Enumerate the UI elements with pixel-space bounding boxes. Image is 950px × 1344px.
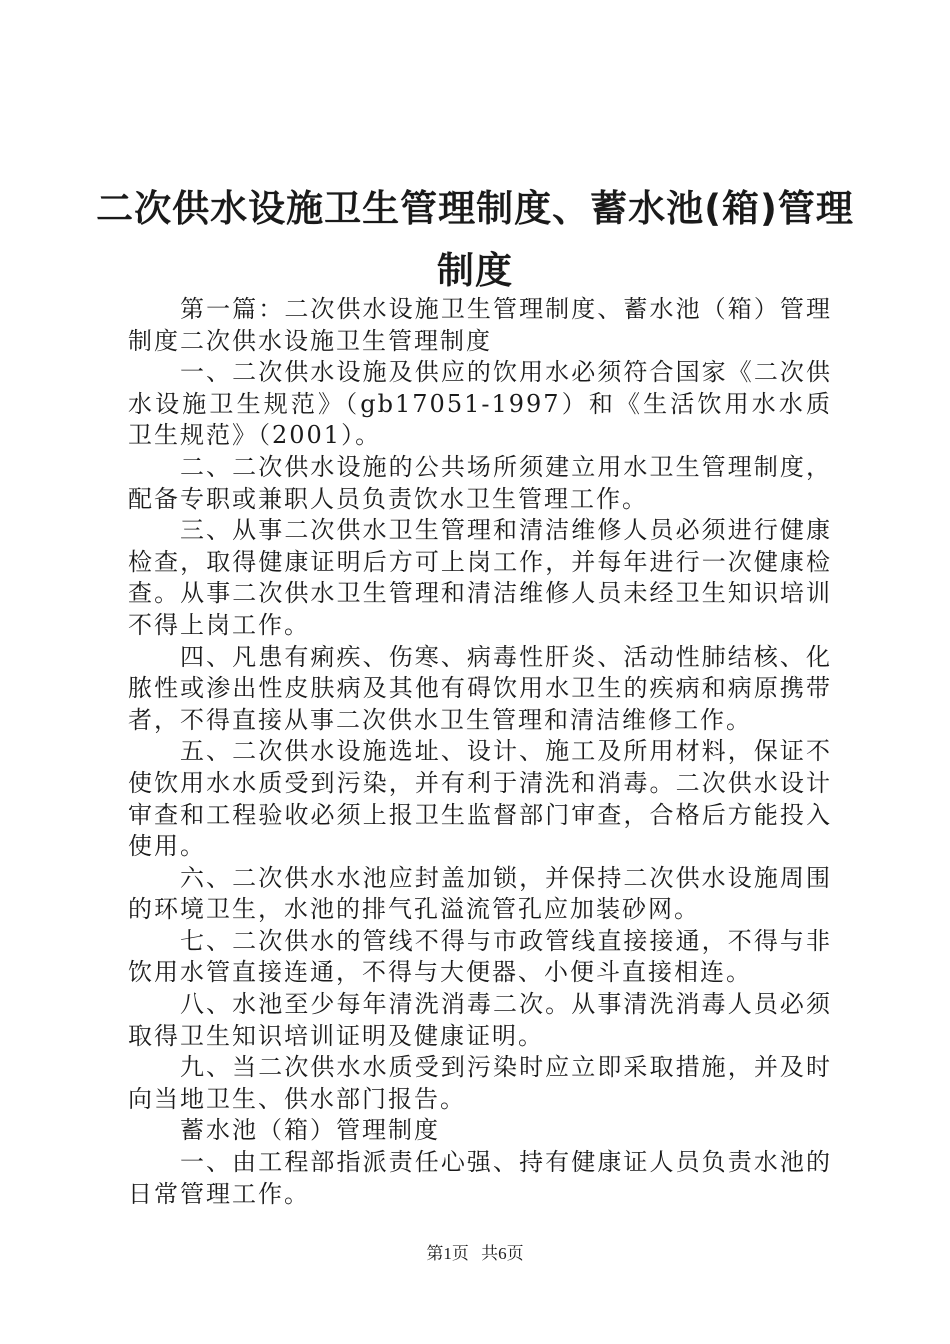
document-body [128,294,832,1210]
paragraph: 五、二次供水设施选址、设计、施工及所用材料，保证不使饮用水水质受到污染，并有利于清洗和消毒。二次供水设计审查和工程验收必须上报卫生监督部门审查，合格后方能投入使用。 [128,737,832,861]
paragraph: 第一篇：二次供水设施卫生管理制度、蓄水池（箱）管理制度二次供水设施卫生管理制度 [128,295,832,355]
paragraph: 四、凡患有痢疾、伤寒、病毒性肝炎、活动性肺结核、化脓性或渗出性皮肤病及其他有碍饮用水卫生的疾病和病原携带者，不得直接从事二次供水卫生管理和清洁维修工作。 [128,642,832,734]
page-footer [0,1243,950,1265]
paragraph: 八、水池至少每年清洗消毒二次。从事清洗消毒人员必须取得卫生知识培训证明及健康证明。 [128,990,832,1050]
paragraph: 二、二次供水设施的公共场所须建立用水卫生管理制度，配备专职或兼职人员负责饮水卫生管理工作。 [128,452,832,513]
paragraph: 九、当二次供水水质受到污染时应立即采取措施，并及时向当地卫生、供水部门报告。 [128,1053,832,1113]
paragraph: 六、二次供水水池应封盖加锁，并保持二次供水设施周围的环境卫生，水池的排气孔溢流管孔应加装砂网。 [128,863,832,924]
page-number: 第1页 [426,1244,469,1263]
paragraph: 一、由工程部指派责任心强、持有健康证人员负责水池的日常管理工作。 [128,1148,832,1208]
document-title: 二次供水设施卫生管理制度、蓄水池(箱)管理制度 [96,187,854,292]
paragraph: 一、二次供水设施及供应的饮用水必须符合国家《二次供水设施卫生规范》（gb17051-1997）和《生活饮用水水质卫生规范》（2001）。 [128,358,832,450]
paragraph: 三、从事二次供水卫生管理和清洁维修人员必须进行健康检查，取得健康证明后方可上岗工作，并每年进行一次健康检查。从事二次供水卫生管理和清洁维修人员未经卫生知识培训不得上岗工作。 [128,516,832,639]
paragraph: 七、二次供水的管线不得与市政管线直接接通，不得与非饮用水管直接连通，不得与大便器、小便斗直接相连。 [128,926,832,987]
section-heading: 蓄水池（箱）管理制度 [180,1116,440,1145]
page-total: 共6页 [481,1244,524,1263]
